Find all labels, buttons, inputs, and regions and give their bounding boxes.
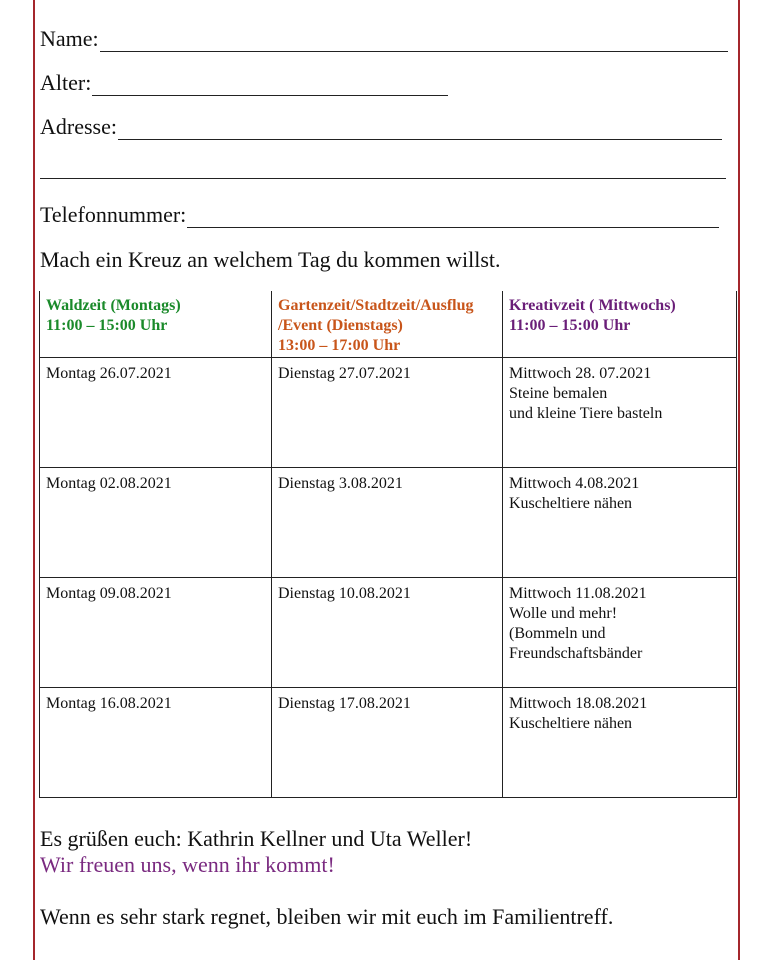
table-row — [40, 358, 737, 468]
age-label: Alter: — [40, 70, 92, 95]
age-row — [40, 70, 448, 96]
address-row-2 — [40, 158, 726, 179]
header-kreativzeit: Kreativzeit ( Mittwochs) 11:00 – 15:00 Uhr — [503, 291, 737, 358]
monday-cell[interactable]: Montag 16.08.2021 — [40, 688, 272, 798]
wednesday-cell[interactable]: Mittwoch 28. 07.2021 Steine bemalen und kleine Tiere basteln — [503, 358, 737, 468]
phone-row — [40, 202, 719, 228]
wednesday-cell[interactable]: Mittwoch 18.08.2021 Kuscheltiere nähen — [503, 688, 737, 798]
monday-cell[interactable]: Montag 09.08.2021 — [40, 578, 272, 688]
wednesday-cell[interactable]: Mittwoch 4.08.2021 Kuscheltiere nähen — [503, 468, 737, 578]
name-label: Name: — [40, 26, 99, 51]
address-row — [40, 114, 722, 140]
rain-note-text: Wenn es sehr stark regnet, bleiben wir mit euch im Familientreff. — [40, 904, 614, 929]
header-waldzeit: Waldzeit (Montags) 11:00 – 15:00 Uhr — [40, 291, 272, 358]
schedule-table — [39, 291, 737, 798]
header-gartenzeit: Gartenzeit/Stadtzeit/Ausflug /Event (Dienstags) 13:00 – 17:00 Uhr — [272, 291, 503, 358]
greeting-text: Es grüßen euch: Kathrin Kellner und Uta Weller! — [40, 826, 473, 851]
page-border-right — [738, 0, 740, 960]
table-row — [40, 468, 737, 578]
tuesday-cell[interactable]: Dienstag 27.07.2021 — [272, 358, 503, 468]
phone-field[interactable] — [187, 207, 719, 228]
welcome-text: Wir freuen uns, wenn ihr kommt! — [40, 852, 335, 877]
schedule-header-row — [40, 291, 737, 358]
name-field[interactable] — [100, 31, 728, 52]
tuesday-cell[interactable]: Dienstag 17.08.2021 — [272, 688, 503, 798]
monday-cell[interactable]: Montag 26.07.2021 — [40, 358, 272, 468]
wednesday-cell[interactable]: Mittwoch 11.08.2021 Wolle und mehr! (Bommeln und Freundschaftsbänder — [503, 578, 737, 688]
address-field-2[interactable] — [40, 158, 726, 179]
address-field[interactable] — [118, 119, 722, 140]
address-label: Adresse: — [40, 114, 117, 139]
phone-label: Telefonnummer: — [40, 202, 187, 227]
monday-cell[interactable]: Montag 02.08.2021 — [40, 468, 272, 578]
tuesday-cell[interactable]: Dienstag 3.08.2021 — [272, 468, 503, 578]
table-row — [40, 578, 737, 688]
name-row — [40, 26, 728, 52]
age-field[interactable] — [92, 75, 448, 96]
table-row — [40, 688, 737, 798]
page-border-left — [33, 0, 35, 960]
tuesday-cell[interactable]: Dienstag 10.08.2021 — [272, 578, 503, 688]
instruction-text: Mach ein Kreuz an welchem Tag du kommen willst. — [40, 247, 501, 272]
